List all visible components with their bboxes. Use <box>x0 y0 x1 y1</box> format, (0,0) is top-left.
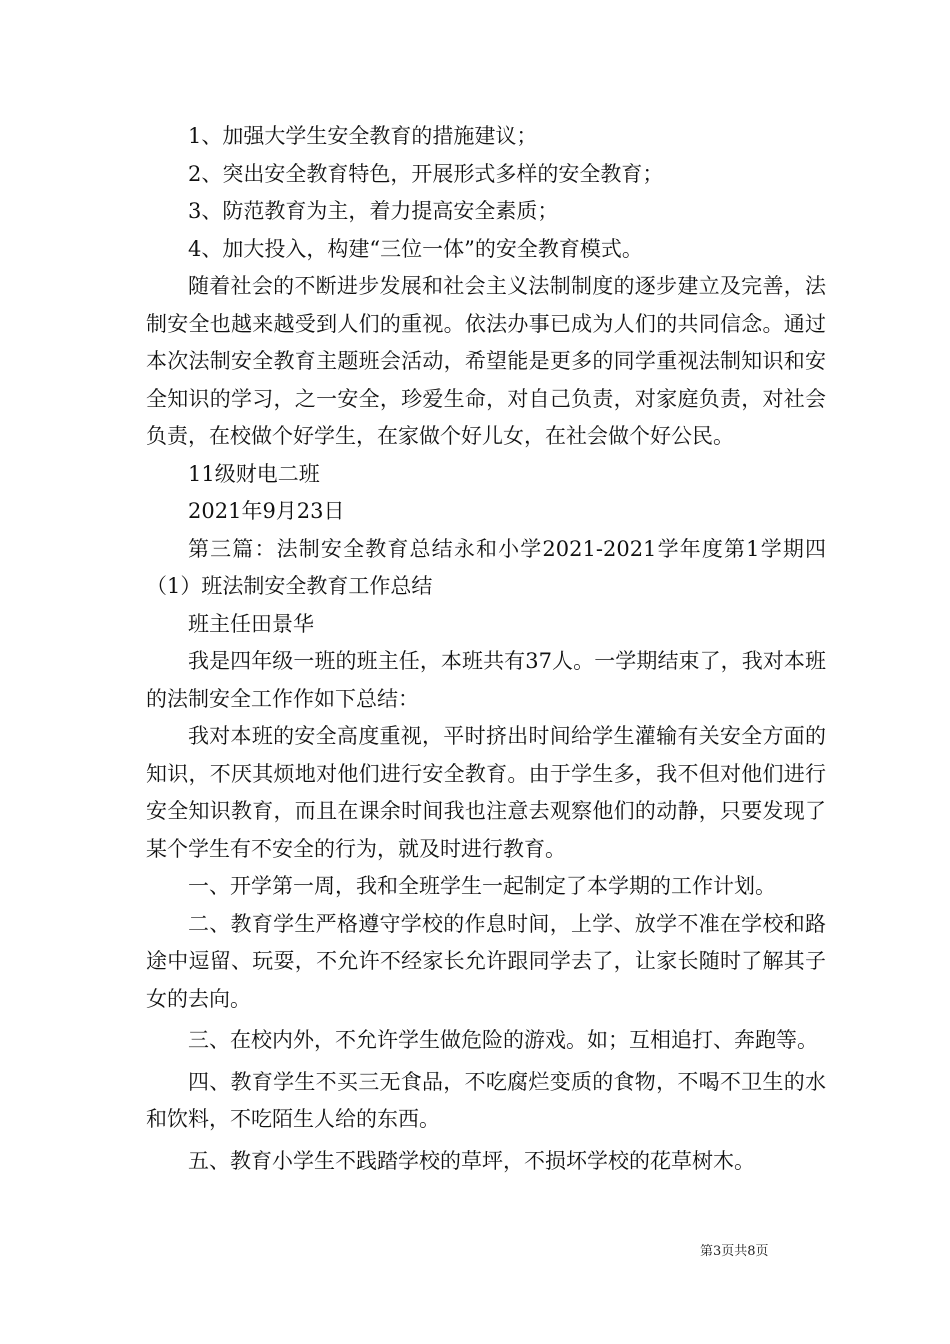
intro-paragraph: 我是四年级一班的班主任，本班共有37人。一学期结束了，我对本班的法制安全工作作如下总结： <box>146 649 826 711</box>
class-signature: 11级财电二班 <box>188 461 320 486</box>
conclusion-paragraph: 随着社会的不断进步发展和社会主义法制制度的逐步建立及完善，法制安全也越来越受到人们的重视。依法办事已成为人们的共同信念。通过本次法制安全教育主题班会活动，希望能是更多的同学重视法制知识和安全知识的学习，之一安全，珍爱生命，对自己负责，对家庭负责，对社会负责，在校做个好学生，在家做个好儿女，在社会做个好公民。 <box>146 274 826 448</box>
list-item-3: 3、防范教育为主，着力提高安全素质； <box>188 199 559 223</box>
body-paragraph: 我对本班的安全高度重视，平时挤出时间给学生灌输有关安全方面的知识，不厌其烦地对他们进行安全教育。由于学生多，我不但对他们进行安全知识教育，而且在课余时间我也注意去观察他们的动静，只要发现了某个学生有不安全的行为，就及时进行教育。 <box>146 724 826 861</box>
point-one: 一、开学第一周，我和全班学生一起制定了本学期的工作计划。 <box>188 874 776 898</box>
point-three: 三、在校内外，不允许学生做危险的游戏。如；互相追打、奔跑等。 <box>188 1028 818 1052</box>
list-item-2: 2、突出安全教育特色，开展形式多样的安全教育； <box>188 161 664 186</box>
point-five: 五、教育小学生不践踏学校的草坪，不损坏学校的花草树木。 <box>188 1148 755 1173</box>
document-body <box>146 118 826 1180</box>
page-number: 第3页共8页 <box>700 1244 769 1259</box>
list-item-4: 4、加大投入，构建“三位一体”的安全教育模式。 <box>188 236 643 261</box>
section-title: 第三篇：法制安全教育总结永和小学2021-2021学年度第1学期四（1）班法制安全教育工作总结 <box>146 536 826 598</box>
point-four: 四、教育学生不买三无食品，不吃腐烂变质的食物，不喝不卫生的水和饮料，不吃陌生人给的东西。 <box>146 1069 826 1131</box>
point-two: 二、教育学生严格遵守学校的作息时间，上学、放学不准在学校和路途中逗留、玩耍，不允许不经家长允许跟同学去了，让家长随时了解其子女的去向。 <box>146 911 826 1011</box>
date-line: 2021年9月23日 <box>188 499 345 523</box>
author-line: 班主任田景华 <box>188 611 314 636</box>
list-item-1: 1、加强大学生安全教育的措施建议； <box>188 124 538 148</box>
